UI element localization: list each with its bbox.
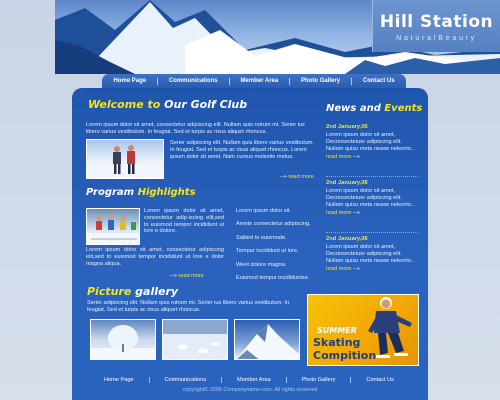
nav-divider xyxy=(289,78,290,85)
welcome-heading xyxy=(88,98,247,111)
program-list-item: Euismod tempur incididuntse. xyxy=(236,274,310,281)
promo-title-line2: Compition xyxy=(313,349,377,362)
program-read-more-link[interactable] xyxy=(170,273,204,279)
nav-member-area[interactable]: Member Area xyxy=(240,78,279,84)
arrow-right-icon: --» xyxy=(353,266,360,273)
program-list-item: Salited to euismode. xyxy=(236,234,287,241)
welcome-read-more-link[interactable] xyxy=(280,174,314,180)
news-divider xyxy=(326,232,418,233)
news-item xyxy=(326,236,418,272)
welcome-read-more-label: read more xyxy=(288,174,314,180)
program-text-2: Lorem ipsum dolor sit amet, consectetur adipiscing elit,sed to euismod tempor incididunt ut lore e dolor magna aliqua. xyxy=(86,247,224,267)
news-item xyxy=(326,180,418,216)
program-list-item: Weet dolore magna. xyxy=(236,261,287,268)
news-date: 2nd January,06 xyxy=(326,236,368,242)
nav-divider xyxy=(229,78,230,85)
welcome-heading-accent: Welcome to xyxy=(88,98,161,111)
program-heading-main: Program xyxy=(86,187,135,198)
program-list-item: Amete consectetur adipiscing. xyxy=(236,221,311,228)
news-read-more-link[interactable] xyxy=(326,210,418,216)
program-list-item: Tempur incididunt ut lore. xyxy=(236,248,299,255)
golf-club-text: Serier adipiscing elit. Nullam quis libero varius vestibulum. In feugiat. Sed et turpis ac risus aliquet rhoncus. Lorem ipsum dolor sit amet, Nam cursus molestie metus. xyxy=(170,140,314,160)
news-divider xyxy=(326,176,418,177)
top-navigation xyxy=(102,74,406,88)
news-text: Lorem ipsum dolor sit amet, Deconsectetuer adipiscing elit. Nullam quisu meta nease neleorto.. xyxy=(326,188,414,208)
nav-divider xyxy=(157,78,158,85)
nav-communications[interactable]: Communications xyxy=(168,78,218,84)
arrow-right-icon: --» xyxy=(353,210,360,217)
news-read-more-label: read more xyxy=(326,210,352,217)
summer-skating-promo-banner[interactable] xyxy=(307,294,419,366)
news-read-more-link[interactable] xyxy=(326,154,418,160)
news-text: Lorem ipsum dolor sit amet, Deconsectetuer adipiscing elit. Nullam quisu meta nease neleorto.. xyxy=(326,132,414,152)
picture-gallery-heading xyxy=(87,285,178,298)
news-text: Lorem ipsum dolor sit amet, Deconsectetuer adipiscing elit. Nullam quisu meta nease neleorto.. xyxy=(326,244,414,264)
nav-divider xyxy=(351,78,352,85)
program-list-item: Lorem ipsum dolor sit. xyxy=(236,208,292,214)
footer-divider xyxy=(221,377,222,383)
news-read-more-label: read more xyxy=(326,266,352,273)
promo-title-line1: Skating xyxy=(313,336,361,349)
program-read-more-label: read more xyxy=(178,273,204,279)
footer-link-member-area[interactable]: Member Area xyxy=(237,377,271,383)
site-title: Hill Station xyxy=(379,12,494,32)
site-brand[interactable] xyxy=(372,0,500,52)
news-read-more-label: read more xyxy=(326,154,352,161)
footer-divider xyxy=(350,377,351,383)
gallery-text: Serier adipiscing elit. Nullam quis rutrum mi. Serier ius libero varius vestibulum. In feugiat. Sed et turpis ac risus aliquet rhoncus. xyxy=(87,300,290,313)
program-highlights-heading xyxy=(86,187,196,198)
footer-link-photo-gallery[interactable]: Photo Gallery xyxy=(301,377,336,383)
header-banner xyxy=(55,0,500,74)
gallery-photo-snow-peak[interactable] xyxy=(234,319,300,360)
program-text-1: Lorem ipsum dolor sit amet, consectetur adip-iscing elit,sed to euismod tempor incididunt ut lore e dolore. xyxy=(144,208,224,235)
news-date: 2nd January,06 xyxy=(326,180,368,186)
program-list xyxy=(236,208,322,288)
nav-home[interactable]: Home Page xyxy=(113,78,147,84)
news-item xyxy=(326,124,418,160)
news-heading-main: News and xyxy=(326,103,381,114)
news-date: 2nd January,06 xyxy=(326,124,368,130)
arrow-right-icon: --» xyxy=(280,174,287,180)
golf-couple-photo xyxy=(86,139,164,179)
skiers-photo xyxy=(86,208,140,245)
nav-contact-us[interactable]: Contact Us xyxy=(362,78,395,84)
arrow-right-icon: --» xyxy=(170,273,177,279)
footer-link-contact-us[interactable]: Contact Us xyxy=(366,377,394,383)
footer-navigation xyxy=(104,376,394,384)
gallery-photo-frozen-lake[interactable] xyxy=(162,319,228,360)
footer-link-home[interactable]: Home Page xyxy=(104,377,134,383)
gallery-heading-main: gallery xyxy=(135,285,179,298)
footer-divider xyxy=(149,377,150,383)
program-heading-accent: Highlights xyxy=(137,187,196,198)
site-tagline: NaturalBeauty xyxy=(396,35,477,42)
gallery-photo-snow-tree[interactable] xyxy=(90,319,156,360)
promo-season: SUMMER xyxy=(317,326,357,335)
news-events-heading xyxy=(326,103,422,114)
welcome-intro-text: Lorem ipsum dolor sit amet, consectetur adipiscing elit. Nullam quis rutrum mi. Serier ius libero varius vestibulum. In feugiat. Sed et turpis ac risus aliquet rhoncus. xyxy=(86,122,305,135)
gallery-heading-accent: Picture xyxy=(87,285,132,298)
news-read-more-link[interactable] xyxy=(326,266,418,272)
nav-photo-gallery[interactable]: Photo Gallery xyxy=(301,78,341,84)
news-heading-accent: Events xyxy=(384,103,423,114)
footer-divider xyxy=(286,377,287,383)
copyright-text: copyright© 2006 Companyname.com. All rights reserved xyxy=(182,387,318,393)
welcome-heading-main: Our Golf Club xyxy=(164,98,248,111)
arrow-right-icon: --» xyxy=(353,154,360,161)
footer-link-communications[interactable]: Communications xyxy=(164,377,207,383)
